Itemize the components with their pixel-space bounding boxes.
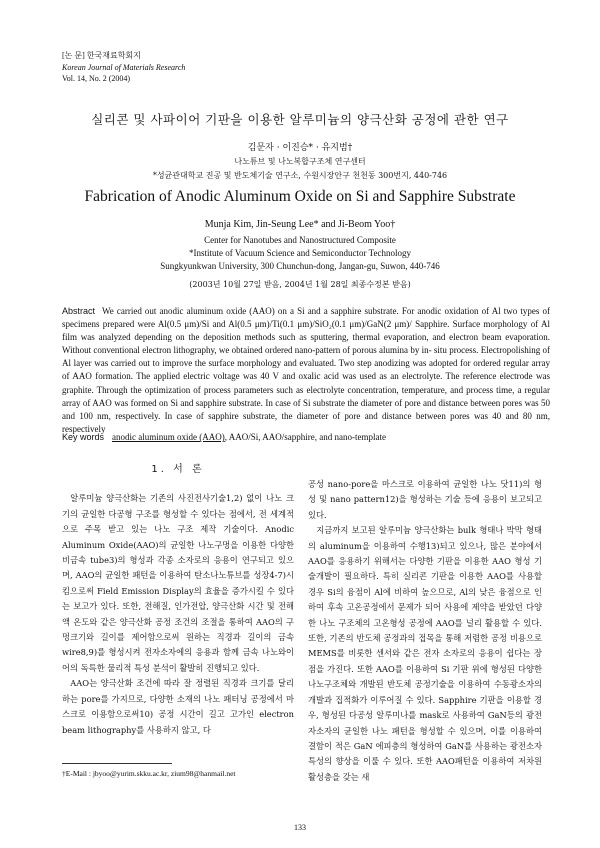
english-affiliation-2: *Institute of Vacuum Science and Semiconductor Technology <box>189 248 411 258</box>
korean-title: 실리콘 및 사파이어 기판을 이용한 알루미늄의 양극산화 공정에 관한 연구 <box>91 112 509 127</box>
korean-affiliation-2: *성균관대학교 진공 및 반도체기술 연구소, 수원시장안구 천천동 300번지, 440-746 <box>152 171 448 180</box>
right-column <box>308 477 542 785</box>
abstract-label: Abstract <box>62 306 96 316</box>
english-title: Fabrication of Anodic Aluminum Oxide on Si and Sapphire Substrate <box>84 188 516 205</box>
left-paragraph-2: AAO는 양극산화 조건에 따라 잘 정렬된 직경과 크기를 달리하는 pore를 가지므로, 다양한 소재의 나노 패터닝 공정에서 마스크로 이용함으로써10) 공정 시간이 길고 고가인 electron beam lithography를 사용하지 않고, 다 <box>62 678 294 735</box>
footnote-divider <box>62 763 172 764</box>
keywords-rest: , AAO/Si, AAO/sapphire, and nano-template <box>224 432 386 442</box>
received-dates: (2003년 10월 27일 받음, 2004년 1월 28일 최종수정본 받음) <box>189 280 411 289</box>
footnote-email: †E-Mail : jbyoo@yurim.skku.ac.kr, zium98@hanmail.net <box>62 769 236 778</box>
abstract <box>62 305 550 436</box>
journal-volume: Vol. 14, No. 2 (2004) <box>62 74 131 83</box>
left-paragraph-1: 알루미늄 양극산화는 기존의 사진전사기술1,2) 없이 나노 크기의 균일한 다공형 구조를 형성할 수 있다는 점에서, 전 세계적으로 주목 받고 있는 나노 구조 제작 기술이다. Anodic Aluminum Oxide(AAO)의 균일한 나노구멍을 이용한 다양한 비금속 tube3)의 형성과 각종 소자로의 응용이 연구되고 있으며, AAO의 균일한 패턴을 이용하여 탄소나노튜브를 성장4-7)시킴으로써 Field Emission Display의 효율을 증가시킬 수 있다는 보고가 있다. 또한, 전해질, 인가전압, 양극산화 시간 및 전해액 온도와 같은 양극산화 공정 조건의 조절을 통하여 AAO의 구멍크기와 길이를 제어함으로써 원하는 직경과 길이의 금속 wire8,9)를 형성시켜 전자소자에의 응용과 함께 금속 나노와이어의 독특한 물리적 특성 분석이 활발히 진행되고 있다. <box>62 493 294 673</box>
keyword-first: anodic aluminum oxide (AAO) <box>112 432 225 442</box>
right-paragraph-1: 공성 nano-pore을 마스크로 이용하여 균일한 나노 닷11)의 형성 및 nano pattern12)을 형성하는 기술 등에 응용이 보고되고 있다. <box>308 479 542 520</box>
keywords-label: Key words <box>62 432 105 442</box>
journal-header <box>62 50 185 85</box>
english-affiliations <box>0 234 600 273</box>
korean-affiliations <box>0 155 600 183</box>
english-authors: Munja Kim, Jin-Seung Lee* and Ji-Beom Yoo† <box>204 219 396 230</box>
journal-category: [논 문] 한국재료학회지 <box>62 51 141 60</box>
english-affiliation-1: Center for Nanotubes and Nanostructured Composite <box>204 235 396 245</box>
korean-authors: 김문자 · 이진승* · 유지범† <box>247 143 353 153</box>
page-number: 133 <box>294 823 306 832</box>
section-heading: 1. 서 론 <box>151 464 205 475</box>
korean-affiliation-1: 나노튜브 및 나노복합구조체 연구센터 <box>234 157 366 166</box>
right-paragraph-2: 지금까지 보고된 알루미늄 양극산화는 bulk 형태나 박막 형태의 aluminum을 이용하여 수행13)되고 있으나, 많은 분야에서 AAO를 응용하기 위해서는 다양한 기판을 이용한 AAO 형성 기술개발이 필요하다. 특히 실리콘 기판을 이용한 AAO를 사용할 경우 Si의 융점이 Al에 비하여 높으므로, Al의 낮은 융점으로 인하여 후속 고온공정에서 문제가 되어 사용에 제약을 받았던 다양한 나노 구조체의 고온형성 공정에 AAO를 널리 활용할 수 있다. 또한, 기존의 반도체 공정과의 접목을 통해 저렴한 공정 비용으로 MEMS를 비롯한 센서와 같은 전자 소자로의 응용이 쉽다는 장점을 가진다. 또한 AAO를 이용하여 Si 기판 위에 형성된 다양한 나노구조체와 개발된 반도체 공정기술을 이용하여 수동광소자의 개발과 집적화가 이루어질 수 있다. Sapphire 기판을 이용할 경우, 형성된 다공성 알루미나를 mask로 사용하여 GaN등의 광전자소자의 균일한 나노 패턴을 형성할 수 있으며, 이를 이용하여 결함이 적은 GaN 에피층의 형성하여 GaN를 사용하는 광전소자 특성의 향상을 이룰 수 있다. 또한 AAO패턴을 이용하여 저차원 활성층을 갖는 새 <box>308 525 542 782</box>
english-affiliation-3: Sungkyunkwan University, 300 Chunchun-dong, Jangan-gu, Suwon, 440-746 <box>160 261 440 271</box>
abstract-text: We carried out anodic aluminum oxide (AAO) on a Si and a sapphire substrate. For anodic oxidation of Al two types of specimens prepared were Al(0.5 μm)/Si and Al(0.5 μm)/Ti(0.1 μm)/SiO₂(0.1 μm)/GaN(2 μm)/ Sapphire. Surface morphology of Al film was analyzed depending on the deposition methods such as sputtering, thermal evaporation, and electron beam evaporation. Without conventional electron lithography, we obtained ordered nano-pattern of porous alumina by in- situ process. Electropolishing of Al layer was carried out to improve the surface morphology and evaluated. Two step anodizing was adopted for ordered regular array of AAO formation. The applied electric voltage was 40 V and oxalic acid was used as an electrolyte. The reference electrode was graphite. Through the optimization of process parameters such as electrolyte concentration, temperature, and process time, a regular array of AAO was formed on Si and sapphire substrate. In case of Si substrate the diameter of pore and distance between pores was 50 and 100 nm, respectively. In case of sapphire substrate, the diameter of pore and distance between pores was 40 and 80 nm, respectively <box>62 306 550 434</box>
keywords <box>62 432 550 442</box>
left-column <box>62 462 294 738</box>
journal-name: Korean Journal of Materials Research <box>62 62 186 72</box>
